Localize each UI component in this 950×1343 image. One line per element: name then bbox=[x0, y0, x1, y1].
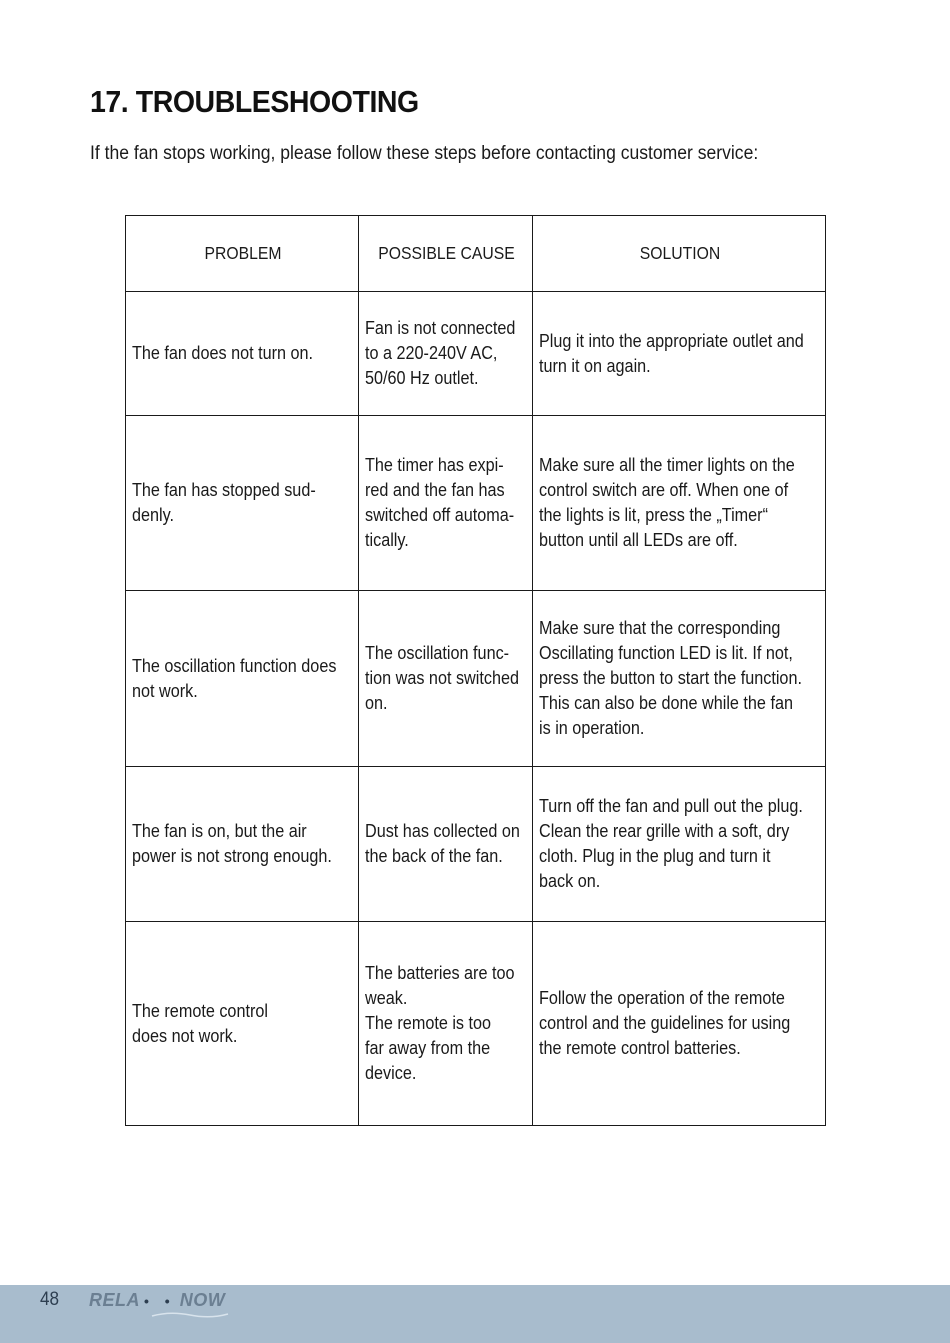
cause-cell: Dust has collected on the back of the fan. bbox=[359, 767, 533, 922]
table-row bbox=[126, 591, 826, 767]
cause-cell: The oscillation func- tion was not switched on. bbox=[359, 591, 533, 767]
solution-cell: Plug it into the appropriate outlet and turn it on again. bbox=[533, 292, 826, 416]
problem-cell: The remote control does not work. bbox=[126, 922, 359, 1126]
table-row bbox=[126, 416, 826, 591]
solution-cell: Follow the operation of the remote control and the guidelines for using the remote control batteries. bbox=[533, 922, 826, 1126]
brand-swoosh-icon bbox=[150, 1310, 230, 1320]
table-row bbox=[126, 767, 826, 922]
solution-cell: Make sure all the timer lights on the control switch are off. When one of the lights is lit, press the „Timer“ button until all LEDs are off. bbox=[533, 416, 826, 591]
intro-text: If the fan stops working, please follow these steps before contacting customer service: bbox=[90, 142, 759, 164]
table-row bbox=[126, 292, 826, 416]
brand-logo-left: RELA bbox=[89, 1290, 140, 1310]
header-possible-cause: POSSIBLE CAUSE bbox=[359, 216, 533, 292]
brand-logo-dots: • • bbox=[144, 1293, 176, 1309]
header-solution: SOLUTION bbox=[533, 216, 826, 292]
troubleshooting-table bbox=[125, 215, 826, 1126]
problem-cell: The fan does not turn on. bbox=[126, 292, 359, 416]
solution-cell: Make sure that the corresponding Oscillating function LED is lit. If not, press the button to start the function. This can also be done while the fan is in operation. bbox=[533, 591, 826, 767]
cause-cell: The timer has expi- red and the fan has switched off automa- tically. bbox=[359, 416, 533, 591]
problem-cell: The fan has stopped sud- denly. bbox=[126, 416, 359, 591]
problem-cell: The fan is on, but the air power is not strong enough. bbox=[126, 767, 359, 922]
table-row bbox=[126, 922, 826, 1126]
page-title: 17. TROUBLESHOOTING bbox=[90, 84, 419, 119]
cause-cell: The batteries are too weak. The remote is too far away from the device. bbox=[359, 922, 533, 1126]
solution-cell: Turn off the fan and pull out the plug. Clean the rear grille with a soft, dry cloth. Plug in the plug and turn it back on. bbox=[533, 767, 826, 922]
brand-logo bbox=[89, 1290, 225, 1311]
header-problem: PROBLEM bbox=[126, 216, 359, 292]
brand-logo-right: NOW bbox=[179, 1290, 226, 1310]
cause-cell: Fan is not connected to a 220-240V AC, 50/60 Hz outlet. bbox=[359, 292, 533, 416]
table-header-row bbox=[126, 216, 826, 292]
problem-cell: The oscillation function does not work. bbox=[126, 591, 359, 767]
page-number: 48 bbox=[40, 1289, 60, 1310]
